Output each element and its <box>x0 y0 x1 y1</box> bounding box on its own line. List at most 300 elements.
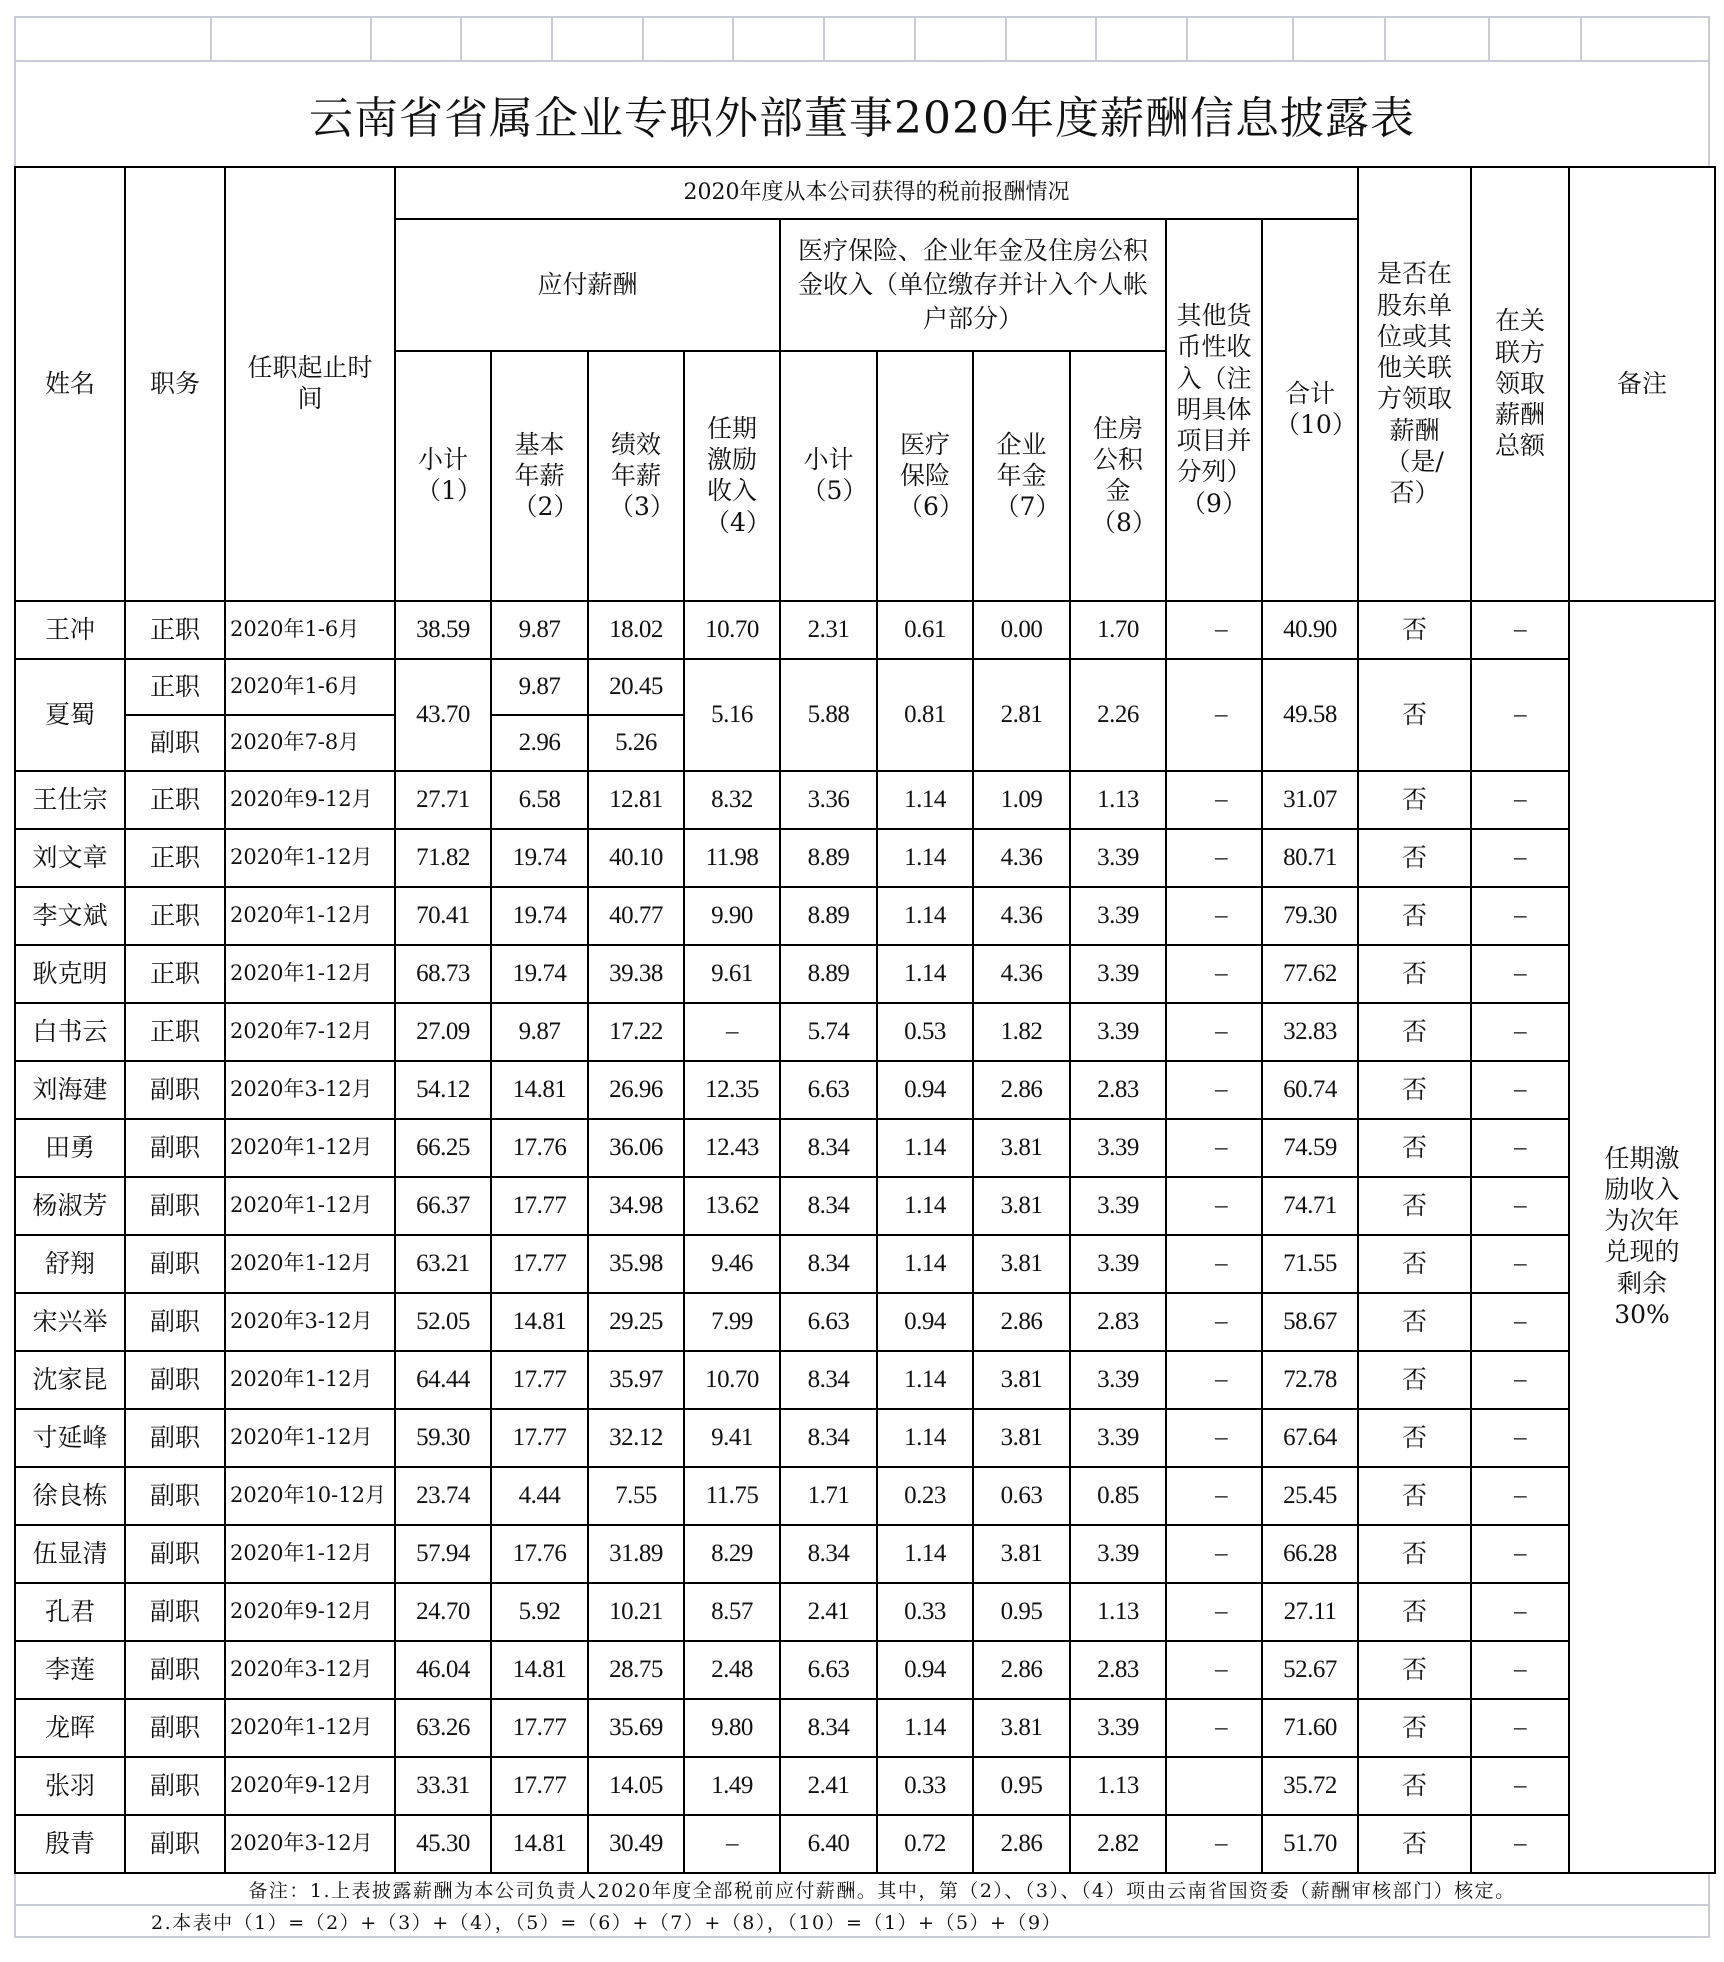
cell-c7: 2.86 <box>973 1815 1070 1873</box>
cell-c9: – <box>1166 1641 1262 1699</box>
cell-position: 副职 <box>125 1293 225 1351</box>
cell-name: 舒翔 <box>15 1235 125 1293</box>
cell-c9: – <box>1166 887 1262 945</box>
cell-c9: – <box>1166 1003 1262 1061</box>
table-row <box>15 1641 1715 1699</box>
cell-c7: 2.86 <box>973 1641 1070 1699</box>
cell-c5: 8.34 <box>780 1525 877 1583</box>
cell-c8: 3.39 <box>1070 1699 1166 1757</box>
cell-period: 2020年9-12月 <box>225 1583 395 1641</box>
cell-c5: 6.63 <box>780 1061 877 1119</box>
header-subtotal1 <box>395 351 491 601</box>
cell-c3: 12.81 <box>588 771 684 829</box>
cell-position: 正职 <box>125 887 225 945</box>
cell-position: 正职 <box>125 829 225 887</box>
cell-c3: 7.55 <box>588 1467 684 1525</box>
header-group-salary: 应付薪酬 <box>395 219 780 351</box>
cell-c5: 6.40 <box>780 1815 877 1873</box>
cell-c1: 23.74 <box>395 1467 491 1525</box>
cell-c9 <box>1166 1757 1262 1815</box>
cell-c2: 9.87 <box>491 1003 588 1061</box>
cell-c10: 72.78 <box>1262 1351 1358 1409</box>
table-row <box>15 1525 1715 1583</box>
cell-c5: 8.34 <box>780 1409 877 1467</box>
cell-c5: 6.63 <box>780 1641 877 1699</box>
cell-name: 王冲 <box>15 601 125 659</box>
header-remarks: 备注 <box>1569 167 1715 601</box>
cell-c7: 1.09 <box>973 771 1070 829</box>
cell-c4: 9.41 <box>684 1409 780 1467</box>
cell-c3: 32.12 <box>588 1409 684 1467</box>
cell-c9: – <box>1166 771 1262 829</box>
cell-c7: 3.81 <box>973 1351 1070 1409</box>
header-medical <box>877 351 973 601</box>
cell-related-total: – <box>1471 1699 1569 1757</box>
cell-c5: 5.74 <box>780 1003 877 1061</box>
cell-c6: 0.53 <box>877 1003 973 1061</box>
header-related-total-label: 在关联方领取薪酬总额 <box>1495 306 1546 461</box>
cell-c2: 19.74 <box>491 887 588 945</box>
cell-c6: 1.14 <box>877 1525 973 1583</box>
cell-c9: – <box>1166 1119 1262 1177</box>
cell-c7: 3.81 <box>973 1177 1070 1235</box>
header-group-insurance-label: 医疗保险、企业年金及住房公积金收入（单位缴存并计入个人帐户部分） <box>797 236 1148 333</box>
cell-position: 正职 <box>125 771 225 829</box>
cell-c1: 24.70 <box>395 1583 491 1641</box>
cell-c5: 8.34 <box>780 1351 877 1409</box>
cell-c9: – <box>1166 1699 1262 1757</box>
cell-c4: 8.57 <box>684 1583 780 1641</box>
cell-c4: 11.75 <box>684 1467 780 1525</box>
cell-c9: – <box>1166 1583 1262 1641</box>
table-row <box>15 829 1715 887</box>
table-row <box>15 1177 1715 1235</box>
cell-c5: 8.34 <box>780 1177 877 1235</box>
cell-position: 副职 <box>125 1525 225 1583</box>
cell-c6: 0.33 <box>877 1583 973 1641</box>
cell-c5: 1.71 <box>780 1467 877 1525</box>
cell-related-total: – <box>1471 659 1569 771</box>
cell-c10: 52.67 <box>1262 1641 1358 1699</box>
cell-c1: 54.12 <box>395 1061 491 1119</box>
cell-position: 副职 <box>125 1177 225 1235</box>
cell-c4: 1.49 <box>684 1757 780 1815</box>
cell-period: 2020年3-12月 <box>225 1293 395 1351</box>
cell-period: 2020年7-8月 <box>225 715 395 771</box>
cell-c6: 0.94 <box>877 1061 973 1119</box>
cell-period: 2020年1-12月 <box>225 1119 395 1177</box>
footnote-2: 2.本表中（1）=（2）+（3）+（4），（5）=（6）+（7）+（8），（10）=（1）+（5）+（9） <box>14 1906 1710 1938</box>
cell-c4: 9.90 <box>684 887 780 945</box>
cell-c2: 14.81 <box>491 1293 588 1351</box>
cell-c10: 31.07 <box>1262 771 1358 829</box>
cell-position: 副职 <box>125 1815 225 1873</box>
cell-position: 副职 <box>125 1699 225 1757</box>
cell-c10: 71.55 <box>1262 1235 1358 1293</box>
cell-c7: 1.82 <box>973 1003 1070 1061</box>
cell-c10: 74.59 <box>1262 1119 1358 1177</box>
cell-name: 寸延峰 <box>15 1409 125 1467</box>
cell-c1: 38.59 <box>395 601 491 659</box>
header-group-pretax: 2020年度从本公司获得的税前报酬情况 <box>395 167 1358 219</box>
cell-related-total: – <box>1471 1293 1569 1351</box>
cell-c7: 4.36 <box>973 945 1070 1003</box>
cell-position: 副职 <box>125 715 225 771</box>
cell-name: 夏蜀 <box>15 659 125 771</box>
cell-c3: 5.26 <box>588 715 684 771</box>
cell-c9: – <box>1166 659 1262 771</box>
cell-c1: 64.44 <box>395 1351 491 1409</box>
cell-period: 2020年3-12月 <box>225 1061 395 1119</box>
cell-c10: 77.62 <box>1262 945 1358 1003</box>
cell-name: 杨淑芳 <box>15 1177 125 1235</box>
cell-c9: – <box>1166 1467 1262 1525</box>
cell-c7: 3.81 <box>973 1235 1070 1293</box>
cell-name: 孔君 <box>15 1583 125 1641</box>
cell-c9: – <box>1166 1293 1262 1351</box>
cell-related: 否 <box>1358 1525 1471 1583</box>
cell-c2: 17.76 <box>491 1119 588 1177</box>
header-total-label: 合计（10） <box>1275 379 1357 440</box>
remarks-cell <box>1569 601 1715 1873</box>
header-incentive-label: 任期激励收入（4） <box>705 413 771 537</box>
salary-table <box>14 166 1716 1874</box>
cell-position: 副职 <box>125 1467 225 1525</box>
disclosure-sheet <box>14 16 1710 1938</box>
cell-c8: 2.82 <box>1070 1815 1166 1873</box>
cell-position: 副职 <box>125 1061 225 1119</box>
cell-c7: 0.00 <box>973 601 1070 659</box>
cell-c3: 30.49 <box>588 1815 684 1873</box>
table-row <box>15 887 1715 945</box>
cell-c4: 11.98 <box>684 829 780 887</box>
cell-c4: 13.62 <box>684 1177 780 1235</box>
cell-name: 刘文章 <box>15 829 125 887</box>
cell-c2: 6.58 <box>491 771 588 829</box>
cell-c9: – <box>1166 1409 1262 1467</box>
cell-name: 龙晖 <box>15 1699 125 1757</box>
cell-c7: 3.81 <box>973 1525 1070 1583</box>
cell-c9: – <box>1166 1351 1262 1409</box>
cell-c10: 51.70 <box>1262 1815 1358 1873</box>
cell-c6: 0.94 <box>877 1293 973 1351</box>
header-subtotal5 <box>780 351 877 601</box>
header-housing-label: 住房公积金（8） <box>1091 413 1157 537</box>
cell-c6: 0.61 <box>877 601 973 659</box>
cell-c10: 74.71 <box>1262 1177 1358 1235</box>
table-row <box>15 1699 1715 1757</box>
cell-c2: 17.77 <box>491 1699 588 1757</box>
cell-position: 副职 <box>125 1409 225 1467</box>
header-tenure-label: 任职起止时间 <box>247 353 373 414</box>
cell-period: 2020年1-12月 <box>225 1351 395 1409</box>
cell-c6: 1.14 <box>877 1699 973 1757</box>
table-row <box>15 1815 1715 1873</box>
cell-period: 2020年1-12月 <box>225 829 395 887</box>
header-other-label: 其他货币性收入（注明具体项目并分列）（9） <box>1176 301 1252 518</box>
header-related-total <box>1471 167 1569 601</box>
header-group-insurance <box>780 219 1166 351</box>
cell-c8: 0.85 <box>1070 1467 1166 1525</box>
cell-period: 2020年1-6月 <box>225 659 395 715</box>
cell-c9: – <box>1166 1235 1262 1293</box>
cell-c8: 3.39 <box>1070 887 1166 945</box>
cell-c1: 68.73 <box>395 945 491 1003</box>
header-tenure <box>225 167 395 601</box>
cell-c2: 19.74 <box>491 945 588 1003</box>
cell-period: 2020年3-12月 <box>225 1815 395 1873</box>
cell-position: 副职 <box>125 1119 225 1177</box>
cell-period: 2020年7-12月 <box>225 1003 395 1061</box>
cell-c3: 40.10 <box>588 829 684 887</box>
cell-c9: – <box>1166 1815 1262 1873</box>
cell-related: 否 <box>1358 1583 1471 1641</box>
cell-related-total: – <box>1471 1641 1569 1699</box>
cell-position: 副职 <box>125 1235 225 1293</box>
cell-related-total: – <box>1471 1815 1569 1873</box>
cell-c10: 58.67 <box>1262 1293 1358 1351</box>
cell-c1: 52.05 <box>395 1293 491 1351</box>
cell-c3: 26.96 <box>588 1061 684 1119</box>
table-row <box>15 1293 1715 1351</box>
cell-position: 副职 <box>125 1351 225 1409</box>
cell-c10: 66.28 <box>1262 1525 1358 1583</box>
cell-c10: 67.64 <box>1262 1409 1358 1467</box>
cell-c3: 40.77 <box>588 887 684 945</box>
header-base-label: 基本年薪（2） <box>512 429 579 521</box>
cell-c10: 40.90 <box>1262 601 1358 659</box>
cell-c2: 14.81 <box>491 1061 588 1119</box>
cell-c1: 59.30 <box>395 1409 491 1467</box>
cell-c8: 3.39 <box>1070 1409 1166 1467</box>
cell-c5: 8.34 <box>780 1699 877 1757</box>
cell-c2: 17.76 <box>491 1525 588 1583</box>
cell-period: 2020年9-12月 <box>225 771 395 829</box>
cell-period: 2020年3-12月 <box>225 1641 395 1699</box>
cell-name: 刘海建 <box>15 1061 125 1119</box>
cell-c6: 1.14 <box>877 1351 973 1409</box>
cell-c6: 1.14 <box>877 1177 973 1235</box>
cell-c6: 0.33 <box>877 1757 973 1815</box>
cell-c9: – <box>1166 1061 1262 1119</box>
cell-related-total: – <box>1471 601 1569 659</box>
cell-c6: 1.14 <box>877 1409 973 1467</box>
cell-name: 张羽 <box>15 1757 125 1815</box>
cell-related: 否 <box>1358 1757 1471 1815</box>
header-subtotal1-label: 小计（1） <box>416 445 482 506</box>
header-position: 职务 <box>125 167 225 601</box>
cell-c5: 6.63 <box>780 1293 877 1351</box>
cell-c1: 70.41 <box>395 887 491 945</box>
table-row <box>15 1003 1715 1061</box>
cell-c9: – <box>1166 1525 1262 1583</box>
cell-c4: 9.80 <box>684 1699 780 1757</box>
cell-related: 否 <box>1358 1235 1471 1293</box>
header-annuity <box>973 351 1070 601</box>
cell-related-total: – <box>1471 1467 1569 1525</box>
header-incentive <box>684 351 780 601</box>
cell-c10: 60.74 <box>1262 1061 1358 1119</box>
cell-c2: 17.77 <box>491 1351 588 1409</box>
cell-c4: – <box>684 1003 780 1061</box>
cell-related-total: – <box>1471 1757 1569 1815</box>
cell-c10: 27.11 <box>1262 1583 1358 1641</box>
cell-c4: 2.48 <box>684 1641 780 1699</box>
cell-c1: 27.09 <box>395 1003 491 1061</box>
header-related <box>1358 167 1471 601</box>
cell-period: 2020年1-12月 <box>225 1409 395 1467</box>
cell-c3: 31.89 <box>588 1525 684 1583</box>
cell-c7: 2.81 <box>973 659 1070 771</box>
cell-c4: 8.32 <box>684 771 780 829</box>
cell-c8: 2.83 <box>1070 1293 1166 1351</box>
cell-c3: 36.06 <box>588 1119 684 1177</box>
cell-period: 2020年1-12月 <box>225 1699 395 1757</box>
cell-related: 否 <box>1358 1409 1471 1467</box>
cell-related: 否 <box>1358 887 1471 945</box>
header-total <box>1262 219 1358 601</box>
cell-position: 正职 <box>125 601 225 659</box>
cell-c8: 1.13 <box>1070 1757 1166 1815</box>
cell-c4: 10.70 <box>684 1351 780 1409</box>
cell-c5: 8.89 <box>780 829 877 887</box>
cell-c4: 10.70 <box>684 601 780 659</box>
cell-c7: 3.81 <box>973 1699 1070 1757</box>
cell-c3: 14.05 <box>588 1757 684 1815</box>
cell-period: 2020年10-12月 <box>225 1467 395 1525</box>
table-row <box>15 1583 1715 1641</box>
cell-c7: 2.86 <box>973 1061 1070 1119</box>
cell-related: 否 <box>1358 601 1471 659</box>
cell-related: 否 <box>1358 1293 1471 1351</box>
cell-name: 徐良栋 <box>15 1467 125 1525</box>
cell-c8: 1.70 <box>1070 601 1166 659</box>
cell-c4: 9.46 <box>684 1235 780 1293</box>
cell-period: 2020年1-12月 <box>225 945 395 1003</box>
cell-name: 殷青 <box>15 1815 125 1873</box>
cell-c8: 1.13 <box>1070 771 1166 829</box>
cell-name: 沈家昆 <box>15 1351 125 1409</box>
cell-c6: 1.14 <box>877 887 973 945</box>
cell-name: 田勇 <box>15 1119 125 1177</box>
cell-c1: 33.31 <box>395 1757 491 1815</box>
cell-period: 2020年1-12月 <box>225 1177 395 1235</box>
table-row <box>15 659 1715 715</box>
cell-c3: 34.98 <box>588 1177 684 1235</box>
cell-c3: 29.25 <box>588 1293 684 1351</box>
cell-c10: 79.30 <box>1262 887 1358 945</box>
cell-c8: 2.83 <box>1070 1061 1166 1119</box>
header-subtotal5-label: 小计（5） <box>801 445 868 506</box>
header-performance <box>588 351 684 601</box>
cell-c8: 3.39 <box>1070 945 1166 1003</box>
header-related-label: 是否在股东单位或其他关联方领取薪酬（是/否） <box>1377 259 1453 508</box>
cell-c1: 66.37 <box>395 1177 491 1235</box>
cell-c8: 3.39 <box>1070 1351 1166 1409</box>
cell-c9: – <box>1166 601 1262 659</box>
cell-c10: 80.71 <box>1262 829 1358 887</box>
cell-c6: 1.14 <box>877 945 973 1003</box>
cell-c5: 2.41 <box>780 1757 877 1815</box>
cell-position: 正职 <box>125 945 225 1003</box>
cell-c5: 3.36 <box>780 771 877 829</box>
cell-related-total: – <box>1471 1525 1569 1583</box>
cell-c1: 43.70 <box>395 659 491 771</box>
cell-c1: 63.26 <box>395 1699 491 1757</box>
table-row <box>15 1467 1715 1525</box>
cell-c4: 8.29 <box>684 1525 780 1583</box>
cell-c4: 9.61 <box>684 945 780 1003</box>
cell-c7: 4.36 <box>973 887 1070 945</box>
cell-related-total: – <box>1471 829 1569 887</box>
table-row <box>15 1235 1715 1293</box>
cell-c10: 35.72 <box>1262 1757 1358 1815</box>
cell-c7: 3.81 <box>973 1409 1070 1467</box>
cell-c5: 5.88 <box>780 659 877 771</box>
cell-c2: 17.77 <box>491 1235 588 1293</box>
cell-c6: 1.14 <box>877 1235 973 1293</box>
cell-c2: 19.74 <box>491 829 588 887</box>
cell-related-total: – <box>1471 1583 1569 1641</box>
cell-c8: 3.39 <box>1070 1003 1166 1061</box>
cell-c8: 3.39 <box>1070 1119 1166 1177</box>
cell-name: 伍显清 <box>15 1525 125 1583</box>
cell-related: 否 <box>1358 659 1471 771</box>
cell-c2: 5.92 <box>491 1583 588 1641</box>
cell-c3: 35.69 <box>588 1699 684 1757</box>
header-performance-label: 绩效年薪（3） <box>609 429 675 521</box>
cell-c8: 3.39 <box>1070 1177 1166 1235</box>
cell-c1: 45.30 <box>395 1815 491 1873</box>
cell-c3: 20.45 <box>588 659 684 715</box>
cell-c9: – <box>1166 945 1262 1003</box>
cell-c7: 0.95 <box>973 1583 1070 1641</box>
cell-c10: 32.83 <box>1262 1003 1358 1061</box>
cell-c8: 2.26 <box>1070 659 1166 771</box>
cell-c2: 9.87 <box>491 659 588 715</box>
cell-related-total: – <box>1471 771 1569 829</box>
cell-related: 否 <box>1358 1641 1471 1699</box>
header-name: 姓名 <box>15 167 125 601</box>
cell-position: 正职 <box>125 1003 225 1061</box>
cell-related: 否 <box>1358 1003 1471 1061</box>
cell-c3: 35.98 <box>588 1235 684 1293</box>
cell-c6: 0.23 <box>877 1467 973 1525</box>
table-row <box>15 1061 1715 1119</box>
header-housing <box>1070 351 1166 601</box>
cell-c3: 35.97 <box>588 1351 684 1409</box>
cell-c4: 12.35 <box>684 1061 780 1119</box>
cell-name: 李莲 <box>15 1641 125 1699</box>
cell-related: 否 <box>1358 1467 1471 1525</box>
cell-related-total: – <box>1471 1119 1569 1177</box>
cell-position: 副职 <box>125 1583 225 1641</box>
header-other <box>1166 219 1262 601</box>
cell-c9: – <box>1166 829 1262 887</box>
cell-c3: 39.38 <box>588 945 684 1003</box>
cell-related-total: – <box>1471 1003 1569 1061</box>
cell-c5: 2.31 <box>780 601 877 659</box>
table-row <box>15 1409 1715 1467</box>
cell-related: 否 <box>1358 829 1471 887</box>
cell-position: 副职 <box>125 1641 225 1699</box>
cell-c6: 0.94 <box>877 1641 973 1699</box>
cell-c3: 17.22 <box>588 1003 684 1061</box>
table-row <box>15 601 1715 659</box>
cell-c7: 0.63 <box>973 1467 1070 1525</box>
cell-related-total: – <box>1471 887 1569 945</box>
cell-period: 2020年9-12月 <box>225 1757 395 1815</box>
